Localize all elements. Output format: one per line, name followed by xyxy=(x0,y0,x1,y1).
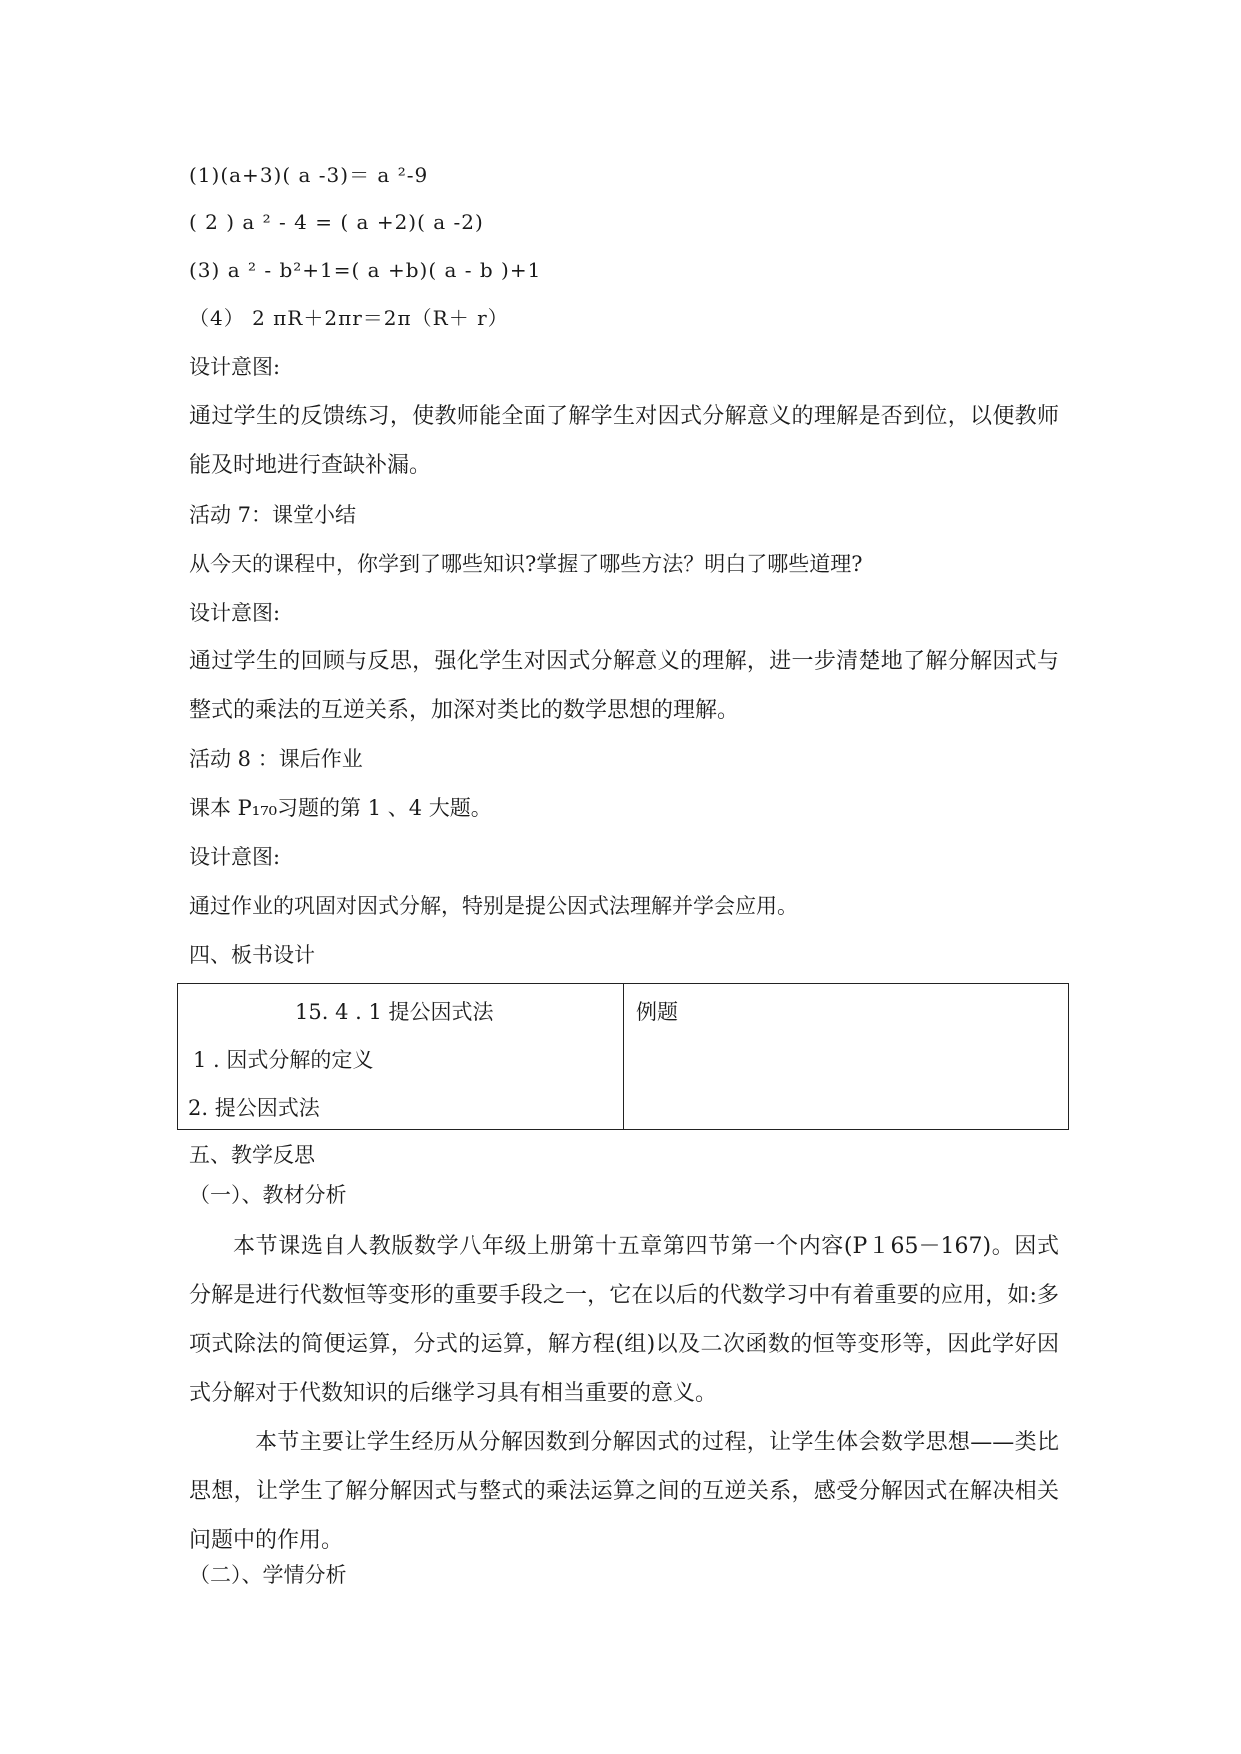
board-design-table xyxy=(177,983,1069,1130)
activity-7-title: 活动 7：课堂小结 xyxy=(189,503,357,527)
material-analysis-paragraph-1: 本节课选自人教版数学八年级上册第十五章第四节第一个内容(P１65－167)。因式分解是进行代数恒等变形的重要手段之一，它在以后的代数学习中有着重要的应用，如:多项式除法的简便运算，分式的运算，解方程(组)以及二次函数的恒等变形等，因此学好因式分解对于代数知识的后继学习具有相当重要的意义。 xyxy=(189,1234,1059,1406)
formula-1: (1)(a+3)( a -3)＝ a ²-9 xyxy=(189,163,429,187)
design-intent-text-1: 通过学生的反馈练习，使教师能全面了解学生对因式分解意义的理解是否到位，以便教师能及时地进行查缺补漏。 xyxy=(189,404,1059,478)
board-title: 15. 4 . 1 提公因式法 xyxy=(295,1000,494,1024)
activity-8-title: 活动 8 ：课后作业 xyxy=(189,747,363,771)
activity-7-question: 从今天的课程中，你学到了哪些知识?掌握了哪些方法？明白了哪些道理? xyxy=(189,552,863,576)
design-intent-text-2: 通过学生的回顾与反思，强化学生对因式分解意义的理解，进一步清楚地了解分解因式与整式的乘法的互逆关系，加深对类比的数学思想的理解。 xyxy=(189,649,1059,723)
board-item-2: 2. 提公因式法 xyxy=(188,1096,320,1120)
formula-4: （4） 2 πR＋2πr＝2π（R＋ r） xyxy=(189,306,509,330)
board-left-cell xyxy=(178,984,624,1129)
material-analysis-heading: （一）、教材分析 xyxy=(189,1183,347,1207)
teaching-reflection-heading: 五、教学反思 xyxy=(189,1143,315,1167)
design-intent-text-3: 通过作业的巩固对因式分解，特别是提公因式法理解并学会应用。 xyxy=(189,894,798,918)
material-analysis-paragraph-2: 本节主要让学生经历从分解因数到分解因式的过程，让学生体会数学思想——类比思想，让学生了解分解因式与整式的乘法运算之间的互逆关系，感受分解因式在解决相关问题中的作用。 xyxy=(189,1430,1059,1553)
formula-3: (3) a ² - b²+1=( a +b)( a - b )+1 xyxy=(189,258,542,282)
activity-8-task: 课本 P₁₇₀习题的第 1 、4 大题。 xyxy=(189,796,492,820)
learner-analysis-heading: （二）、学情分析 xyxy=(189,1563,347,1587)
board-item-1: 1 . 因式分解的定义 xyxy=(193,1048,374,1072)
board-design-heading: 四、板书设计 xyxy=(189,943,315,967)
board-example-label: 例题 xyxy=(636,1000,678,1024)
design-intent-label-1: 设计意图: xyxy=(189,355,281,379)
design-intent-label-2: 设计意图: xyxy=(189,601,281,625)
design-intent-label-3: 设计意图: xyxy=(189,845,281,869)
board-right-cell xyxy=(624,984,1068,1129)
formula-2: ( 2 ) a ² - 4 = ( a +2)( a -2) xyxy=(189,210,484,234)
